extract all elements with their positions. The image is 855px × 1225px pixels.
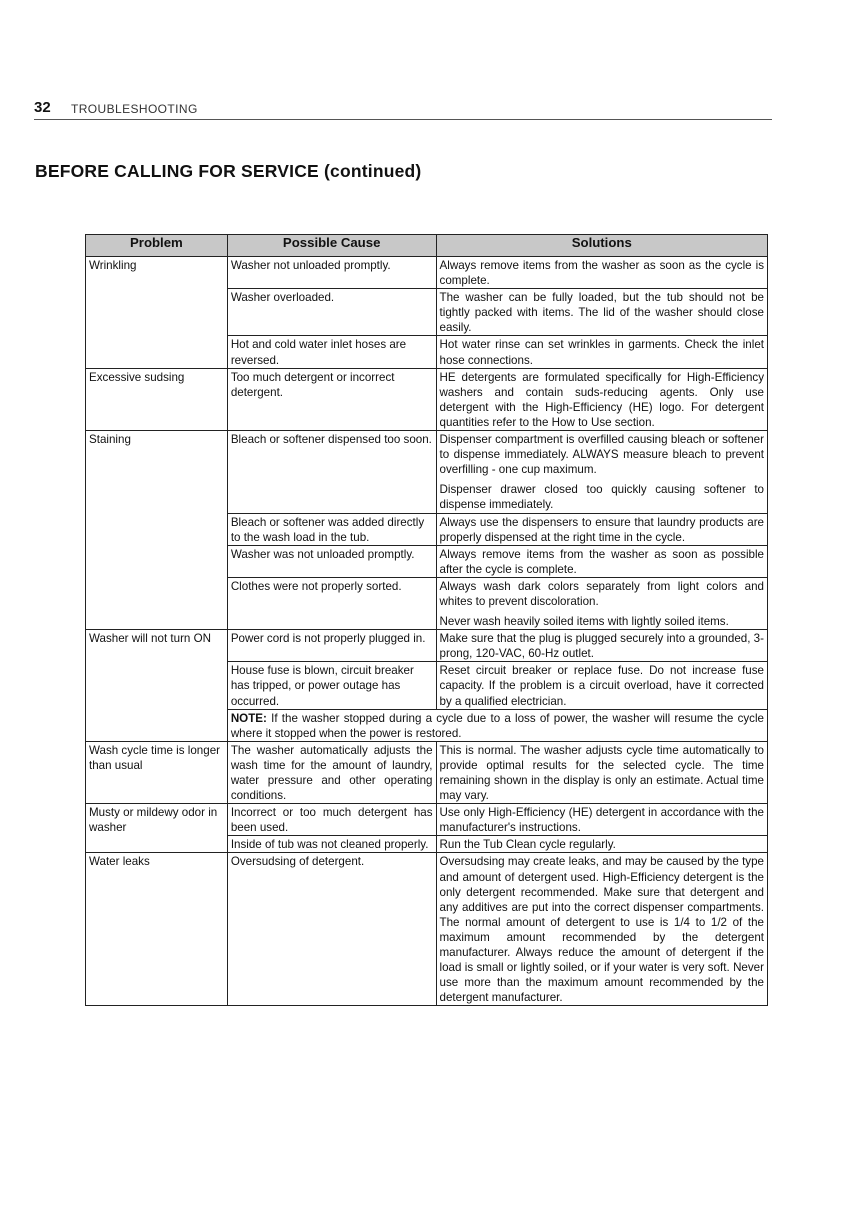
section-name: TROUBLESHOOTING	[71, 102, 198, 116]
cause-cell: Power cord is not properly plugged in.	[227, 630, 436, 662]
cause-cell: Washer not unloaded promptly.	[227, 257, 436, 289]
cause-cell: Bleach or softener was added directly to the wash load in the tub.	[227, 513, 436, 545]
solution-cell: HE detergents are formulated specifically for High-Efficiency washers and contain suds-reducing agents. Only use detergent with the High-Efficiency (HE) logo. For detergent quantities refer to the How to Use section.	[436, 368, 767, 430]
column-header-cause: Possible Cause	[227, 235, 436, 257]
table-row	[86, 431, 768, 513]
cause-cell: Bleach or softener dispensed too soon.	[227, 431, 436, 513]
troubleshooting-table	[85, 234, 768, 1006]
problem-cell: Wash cycle time is longer than usual	[86, 741, 228, 803]
table-row	[86, 630, 768, 662]
solution-cell	[436, 577, 767, 629]
cause-cell: Incorrect or too much detergent has been used.	[227, 804, 436, 836]
problem-cell: Water leaks	[86, 853, 228, 1006]
cause-cell: Oversudsing of detergent.	[227, 853, 436, 1006]
problem-cell: Washer will not turn ON	[86, 630, 228, 742]
cause-cell: Washer overloaded.	[227, 289, 436, 336]
solution-cell: Always remove items from the washer as soon as possible after the cycle is complete.	[436, 545, 767, 577]
note-text: If the washer stopped during a cycle due to a loss of power, the washer will resume the cycle where it stopped when the power is restored.	[230, 711, 764, 740]
solution-cell: Oversudsing may create leaks, and may be caused by the type and amount of detergent used. High-Efficiency detergent is the only detergent recommended. Make sure that detergent and any additives are put into the correct dispenser compartments. The normal amount of detergent to use is 1/4 to 1/2 of the maximum amount recommended by the detergent manufacturer. Always reduce the amount of detergent if the load is small or lightly soiled, or if your water is very soft. Never use more than the maximum amount recommended by the detergent manufacturer.	[436, 853, 767, 1006]
cause-cell: Hot and cold water inlet hoses are reversed.	[227, 336, 436, 368]
problem-cell: Excessive sudsing	[86, 368, 228, 430]
solution-cell: This is normal. The washer adjusts cycle time automatically to provide optimal results for the selected cycle. The time remaining shown in the display is only an estimate. Actual time may vary.	[436, 741, 767, 803]
table-row	[86, 741, 768, 803]
cause-cell: Inside of tub was not cleaned properly.	[227, 836, 436, 853]
note-cell	[227, 709, 767, 741]
solution-cell: Hot water rinse can set wrinkles in garments. Check the inlet hose connections.	[436, 336, 767, 368]
cause-cell: Washer was not unloaded promptly.	[227, 545, 436, 577]
cause-cell: House fuse is blown, circuit breaker has tripped, or power outage has occurred.	[227, 662, 436, 709]
table-row	[86, 368, 768, 430]
page-title: BEFORE CALLING FOR SERVICE (continued)	[35, 161, 422, 181]
column-header-solutions: Solutions	[436, 235, 767, 257]
solution-cell: Run the Tub Clean cycle regularly.	[436, 836, 767, 853]
cause-cell: Too much detergent or incorrect detergent.	[227, 368, 436, 430]
table-row	[86, 257, 768, 289]
cause-cell: The washer automatically adjusts the wash time for the amount of laundry, water pressure and other operating conditions.	[227, 741, 436, 803]
solution-cell: Make sure that the plug is plugged securely into a grounded, 3-prong, 120-VAC, 60-Hz outlet.	[436, 630, 767, 662]
solution-text: Dispenser drawer closed too quickly causing softener to dispense immediately.	[439, 483, 764, 512]
solution-cell	[436, 431, 767, 513]
column-header-problem: Problem	[86, 235, 228, 257]
problem-cell: Wrinkling	[86, 257, 228, 369]
solution-text: Never wash heavily soiled items with lightly soiled items.	[439, 615, 729, 629]
solution-text: Always wash dark colors separately from light colors and whites to prevent discoloration.	[439, 579, 764, 608]
table-row	[86, 853, 768, 1006]
note-label: NOTE:	[230, 711, 267, 725]
solution-cell: Always remove items from the washer as soon as the cycle is complete.	[436, 257, 767, 289]
solution-cell: Reset circuit breaker or replace fuse. Do not increase fuse capacity. If the problem is a circuit overload, have it corrected by a qualified electrician.	[436, 662, 767, 709]
cause-cell: Clothes were not properly sorted.	[227, 577, 436, 629]
problem-cell: Staining	[86, 431, 228, 630]
solution-cell: Use only High-Efficiency (HE) detergent in accordance with the manufacturer's instructions.	[436, 804, 767, 836]
solution-cell: The washer can be fully loaded, but the tub should not be tightly packed with items. The lid of the washer should close easily.	[436, 289, 767, 336]
solution-cell: Always use the dispensers to ensure that laundry products are properly dispensed at the right time in the cycle.	[436, 513, 767, 545]
table-row	[86, 804, 768, 836]
solution-text: Dispenser compartment is overfilled causing bleach or softener to dispense immediately. ALWAYS measure bleach to prevent overfilling - one cup maximum.	[439, 433, 764, 477]
problem-cell: Musty or mildewy odor in washer	[86, 804, 228, 853]
page-header	[34, 99, 772, 120]
table-header-row	[86, 235, 768, 257]
page-number: 32	[34, 99, 51, 116]
